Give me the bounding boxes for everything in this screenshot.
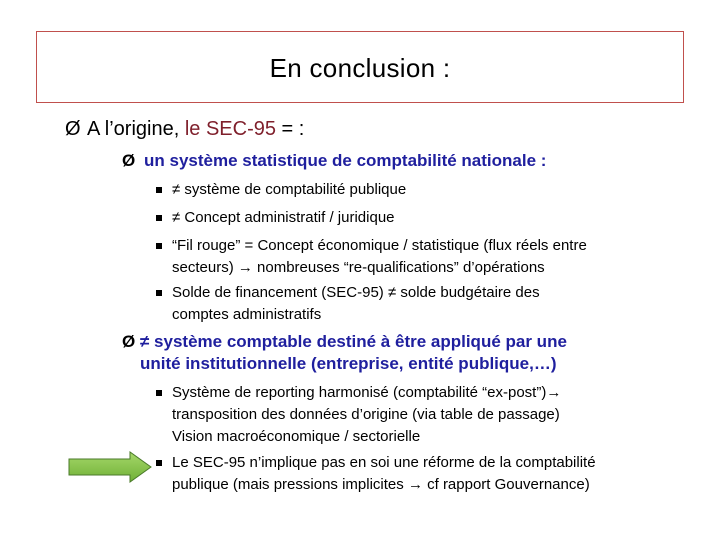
bullet-text-line2	[156, 257, 686, 279]
list-item	[156, 382, 686, 448]
square-bullet-icon	[156, 390, 162, 396]
list-item	[156, 235, 686, 279]
square-bullet-icon	[156, 290, 162, 296]
bullet-text-line1: “Fil rouge” = Concept économique / statistique (flux réels entre	[172, 237, 587, 254]
section1-heading	[122, 151, 546, 171]
list-item	[156, 452, 686, 496]
right-arrow-icon: →	[237, 259, 253, 276]
level1-accent: le SEC-95	[184, 118, 276, 140]
level1-suffix: = :	[276, 118, 305, 140]
bullet-text: ≠ Concept administratif / juridique	[172, 209, 395, 226]
bullet-text-line1: Le SEC-95 n’implique pas en soi une réforme de la comptabilité	[172, 454, 596, 471]
right-arrow-icon: →	[407, 476, 423, 493]
bullet-text-segment: cf rapport Gouvernance)	[422, 476, 590, 493]
bullet-text-line1	[156, 382, 686, 404]
section2-heading-line1: ≠ système comptable destiné à être appliqué par une	[140, 332, 567, 351]
section2-heading-line2: unité institutionnelle (entreprise, entité publique,…)	[140, 354, 557, 373]
list-item	[156, 207, 686, 229]
bullet-text-line3: Vision macroéconomique / sectorielle	[172, 428, 421, 445]
section1-heading-text: un système statistique de comptabilité nationale :	[144, 151, 547, 170]
square-bullet-icon	[156, 243, 162, 249]
arrowhead-bullet-icon: Ø	[65, 118, 81, 140]
list-item	[156, 179, 686, 201]
level1-item	[65, 118, 304, 141]
bullet-text-segment: Système de reporting harmonisé (comptabilité “ex-post”)	[172, 384, 547, 401]
bullet-text-segment: secteurs)	[172, 259, 238, 276]
bullet-text-segment: publique (mais pressions implicites	[172, 476, 408, 493]
bullet-text-line1: Solde de financement (SEC-95) ≠ solde budgétaire des	[172, 284, 540, 301]
slide-title: En conclusion :	[269, 52, 451, 83]
bullet-text: ≠ système de comptabilité publique	[172, 181, 407, 198]
bullet-text-segment: nombreuses “re-qualifications” d’opérations	[252, 259, 545, 276]
right-arrow-icon: →	[546, 384, 562, 401]
bullet-text-line2	[156, 474, 686, 496]
square-bullet-icon	[156, 187, 162, 193]
green-block-arrow-icon	[68, 451, 152, 483]
section2-heading	[122, 331, 682, 375]
bullet-text-line2: transposition des données d’origine (via table de passage)	[172, 406, 560, 423]
square-bullet-icon	[156, 215, 162, 221]
list-item	[156, 282, 686, 326]
square-bullet-icon	[156, 460, 162, 466]
title-box	[36, 31, 684, 103]
arrowhead-bullet-icon: Ø	[122, 332, 136, 351]
bullet-text-line2: comptes administratifs	[172, 306, 322, 323]
level1-prefix: A l’origine,	[87, 118, 185, 140]
arrowhead-bullet-icon: Ø	[122, 151, 136, 170]
